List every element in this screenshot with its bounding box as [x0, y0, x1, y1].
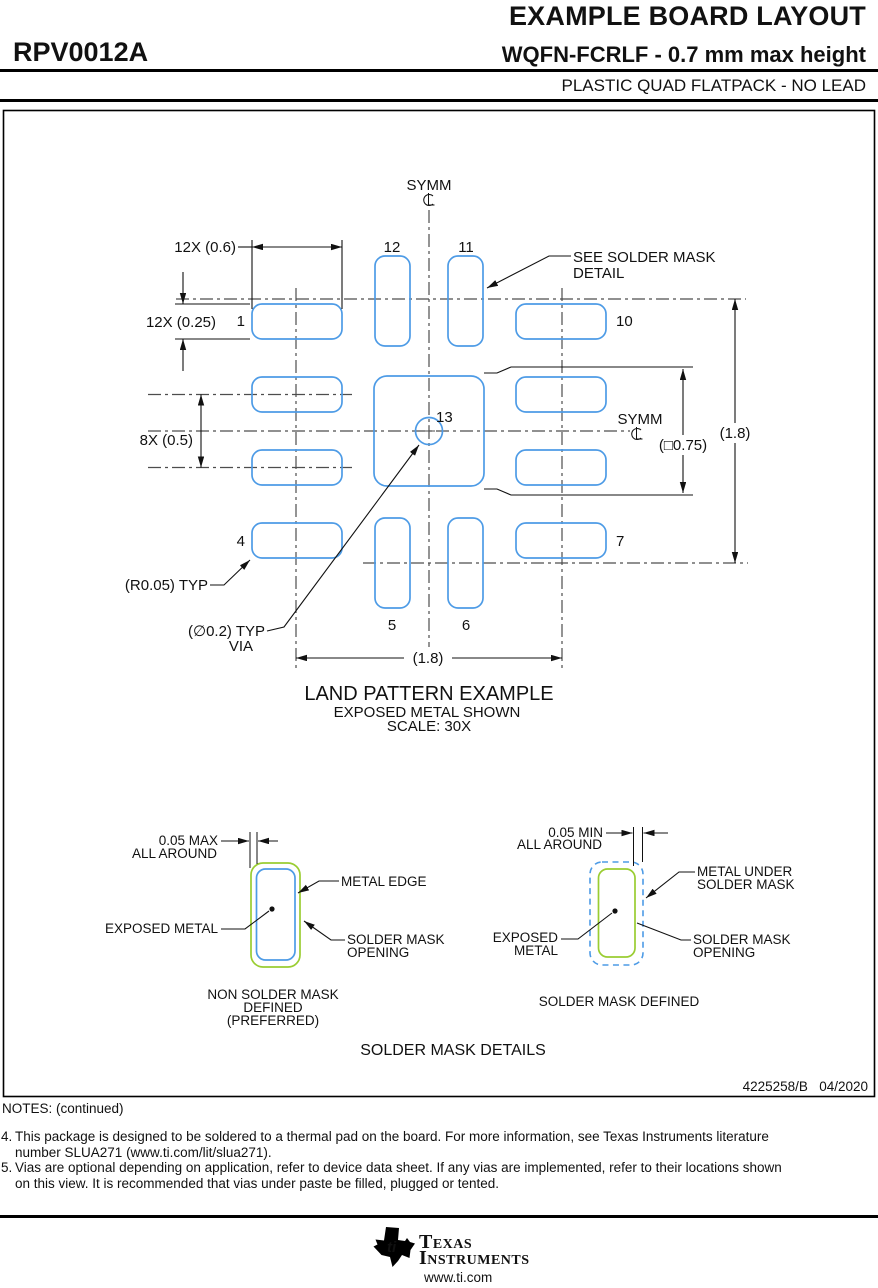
dim-pad-width-label: 12X (0.25)	[145, 314, 216, 331]
pad-1	[252, 304, 342, 339]
center-pad-dim-label: (□0.75)	[658, 437, 708, 454]
note-text: This package is designed to be soldered to a thermal pad on the board. For more information, see Texas Instruments literature number SLUA271 (www.ti.com/lit/slua271).	[15, 1129, 769, 1160]
notes-heading: NOTES: (continued)	[2, 1101, 124, 1116]
pad-10	[516, 304, 606, 339]
smd-opening-label-1: SOLDER MASK	[693, 932, 791, 947]
nsmd-dim-label-2: ALL AROUND	[131, 846, 217, 861]
pad-12	[375, 256, 410, 346]
solder-mask-details-title: SOLDER MASK DETAILS	[360, 1042, 546, 1059]
dim-pad-length-label: 12X (0.6)	[174, 239, 236, 256]
pin-10-label: 10	[616, 313, 633, 330]
pin-6-label: 6	[461, 617, 471, 634]
see-mask-label-1: SEE SOLDER MASK	[573, 249, 716, 266]
note-item	[1, 1160, 817, 1191]
pad-9	[516, 377, 606, 412]
package-subtitle: WQFN-FCRLF - 0.7 mm max height	[501, 42, 866, 67]
note-number: 5.	[1, 1160, 13, 1176]
smd-opening-label-2: OPENING	[693, 945, 756, 960]
part-number: RPV0012A	[13, 37, 149, 67]
centerline-symbol-top	[424, 193, 435, 206]
nsmd-solder-mask-opening-outline	[251, 863, 300, 967]
note-item	[1, 1129, 817, 1160]
scale-caption: SCALE: 30X	[386, 718, 472, 735]
radius-typ-label: (R0.05) TYP	[124, 577, 208, 594]
radius-leader	[210, 560, 250, 585]
see-mask-leader	[487, 256, 571, 288]
package-type: PLASTIC QUAD FLATPACK - NO LEAD	[561, 76, 866, 95]
footer-url[interactable]: www.ti.com	[424, 1270, 493, 1285]
smd-exposed-metal-dot	[612, 908, 617, 913]
smd-exposed-label-2: METAL	[513, 943, 558, 958]
metal-edge-label: METAL EDGE	[341, 874, 427, 889]
pad-4	[252, 523, 342, 558]
dim-pitch-label: 8X (0.5)	[139, 432, 193, 449]
span-right-label: (1.8)	[719, 425, 751, 442]
nsmd-opening-label-2: OPENING	[347, 945, 410, 960]
smd-dim-label-1: 0.05 MIN	[548, 825, 603, 840]
notes-list	[1, 1129, 817, 1191]
note-number: 4.	[1, 1129, 13, 1144]
metal-under-mask-label-1: METAL UNDER	[697, 864, 793, 879]
brand-texas: Texas	[419, 1231, 473, 1253]
nsmd-detail	[105, 832, 445, 1028]
nsmd-exposed-metal-dot	[269, 906, 274, 911]
pin-5-label: 5	[387, 617, 397, 634]
smd-exposed-label-1: EXPOSED	[492, 930, 558, 945]
ti-logo-letters: ti	[387, 1239, 397, 1256]
via-center-cross	[423, 425, 435, 437]
pin-12-label: 12	[383, 239, 401, 256]
pin-4-label: 4	[236, 533, 245, 550]
page-title: EXAMPLE BOARD LAYOUT	[508, 1, 866, 31]
brand-instruments: Instruments	[419, 1247, 530, 1269]
note-text: Vias are optional depending on application, refer to device data sheet. If any vias are implemented, refer to their locations shown on this view. It is recommended that vias under paste be filled, plugged or tented.	[15, 1160, 782, 1191]
land-pattern-labels	[125, 177, 751, 735]
metal-under-mask-label-2: SOLDER MASK	[697, 877, 795, 892]
pin-11-label: 11	[458, 239, 474, 256]
via-word-label: VIA	[228, 638, 253, 655]
pad-8	[516, 450, 606, 485]
pin-13-label: 13	[436, 409, 453, 426]
pad-11	[448, 256, 483, 346]
smd-detail	[493, 825, 795, 1009]
via-typ-label: (∅0.2) TYP	[188, 623, 265, 640]
nsmd-opening-label-1: SOLDER MASK	[347, 932, 445, 947]
land-pattern-caption: LAND PATTERN EXAMPLE	[304, 683, 554, 705]
centerline-symbol-right	[632, 427, 643, 440]
nsmd-metal-edge-outline	[257, 869, 296, 960]
smd-solder-mask-opening-outline	[599, 869, 636, 957]
ti-logo-icon	[372, 1226, 416, 1268]
span-bottom-label: (1.8)	[412, 650, 444, 667]
footer-rule	[0, 1215, 878, 1218]
pin-7-label: 7	[616, 533, 625, 550]
exposed-metal-caption: EXPOSED METAL SHOWN	[333, 704, 521, 721]
nsmd-exposed-metal-label: EXPOSED METAL	[104, 921, 218, 936]
symm-top-label: SYMM	[406, 177, 452, 194]
doc-number: 4225258/B 04/2020	[742, 1079, 868, 1094]
pad-7	[516, 523, 606, 558]
nsmd-caption-1: NON SOLDER MASK	[207, 987, 339, 1002]
nsmd-caption-2: DEFINED	[243, 1000, 303, 1015]
nsmd-dim-label-1: 0.05 MAX	[158, 833, 218, 848]
via-leader	[267, 445, 419, 631]
symm-right-label: SYMM	[617, 411, 663, 428]
smd-dim-label-2: ALL AROUND	[516, 837, 602, 852]
nsmd-caption-3: (PREFERRED)	[226, 1013, 320, 1028]
see-mask-label-2: DETAIL	[573, 265, 625, 282]
pin-1-label: 1	[236, 313, 245, 330]
smd-caption: SOLDER MASK DEFINED	[538, 994, 700, 1009]
